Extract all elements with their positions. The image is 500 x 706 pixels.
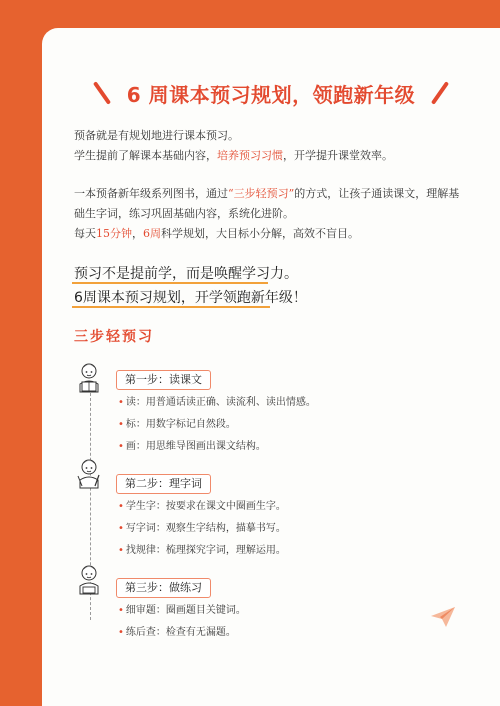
intro-text-2a: 学生提前了解课本基础内容， bbox=[74, 149, 217, 162]
bullet-icon: • bbox=[118, 397, 124, 408]
slogan-line-2: 6周课本预习规划，开学领跑新年级！ bbox=[74, 290, 307, 306]
intro-highlight-6weeks: 6周 bbox=[143, 227, 161, 240]
intro-line-2 bbox=[74, 148, 474, 164]
student-writing-icon bbox=[72, 456, 106, 490]
intro-highlight-15min: 15分钟 bbox=[96, 227, 132, 240]
intro-text-1: 预备就是有规划地进行课本预习。 bbox=[74, 129, 239, 142]
step-1-item-3-text: 画：用思维导图画出课文结构。 bbox=[125, 441, 266, 452]
student-reading-icon bbox=[72, 360, 106, 394]
page-sheet bbox=[42, 28, 500, 706]
step-1-item-1 bbox=[118, 396, 316, 410]
step-3-item-2 bbox=[118, 626, 236, 640]
title-row bbox=[42, 76, 500, 110]
step-1-item-1-text: 读：用普通话读正确、读流利、读出情感。 bbox=[125, 397, 316, 408]
slash-right-icon bbox=[429, 82, 451, 104]
bullet-icon: • bbox=[118, 501, 124, 512]
paper-plane-icon bbox=[430, 606, 456, 628]
intro-line-3 bbox=[74, 186, 474, 202]
step-1-item-2-text: 标：用数字标记自然段。 bbox=[125, 419, 236, 430]
step-1-item-2 bbox=[118, 418, 236, 432]
step-2-item-2 bbox=[118, 522, 286, 536]
bullet-icon: • bbox=[118, 545, 124, 556]
intro-line-4 bbox=[74, 206, 474, 222]
bullet-icon: • bbox=[118, 605, 124, 616]
intro-line-1 bbox=[74, 128, 474, 144]
page-title: 6 周课本预习规划，领跑新年级 bbox=[126, 82, 416, 107]
intro-text-3a: 一本预备新年级系列图书，通过 bbox=[74, 187, 228, 200]
slogan-line-1: 预习不是提前学，而是唤醒学习力。 bbox=[74, 266, 298, 282]
bullet-icon: • bbox=[118, 523, 124, 534]
step-2-label: 第二步：理字词 bbox=[116, 474, 211, 494]
intro-text-4: 础生字词，练习巩固基础内容，系统化进阶。 bbox=[74, 207, 294, 220]
intro-text-5a: 每天 bbox=[74, 227, 96, 240]
intro-highlight-three-steps: “三步轻预习” bbox=[228, 187, 295, 200]
step-1-item-3 bbox=[118, 440, 266, 454]
step-2-item-2-text: 写字词：观察生字结构，描摹书写。 bbox=[125, 523, 286, 534]
intro-line-5 bbox=[74, 226, 474, 242]
bullet-icon: • bbox=[118, 441, 124, 452]
step-2-item-1 bbox=[118, 500, 286, 514]
intro-text-5c: 科学规划，大目标小分解，高效不盲目。 bbox=[161, 227, 359, 240]
step-1-label: 第一步：读课文 bbox=[116, 370, 211, 390]
step-2-item-1-text: 学生字：按要求在课文中圈画生字。 bbox=[125, 501, 286, 512]
step-3-item-1-text: 细审题：圈画题目关键词。 bbox=[125, 605, 246, 616]
bullet-icon: • bbox=[118, 627, 124, 638]
intro-text-2b: ，开学提升课堂效率。 bbox=[283, 149, 393, 162]
step-3-label: 第三步：做练习 bbox=[116, 578, 211, 598]
student-practice-icon bbox=[72, 562, 106, 596]
step-3-item-2-text: 练后查：检查有无漏题。 bbox=[125, 627, 236, 638]
intro-text-5b: ， bbox=[132, 227, 143, 240]
intro-text-3b: 的方式，让孩子通读课文，理解基 bbox=[294, 187, 460, 200]
step-2-item-3-text: 找规律：梳理探究字词，理解运用。 bbox=[125, 545, 286, 556]
bullet-icon: • bbox=[118, 419, 124, 430]
intro-highlight-habit: 培养预习习惯 bbox=[217, 149, 283, 162]
section-title: 三步轻预习 bbox=[74, 329, 154, 345]
step-3-item-1 bbox=[118, 604, 246, 618]
step-2-item-3 bbox=[118, 544, 286, 558]
slash-left-icon bbox=[91, 82, 113, 104]
